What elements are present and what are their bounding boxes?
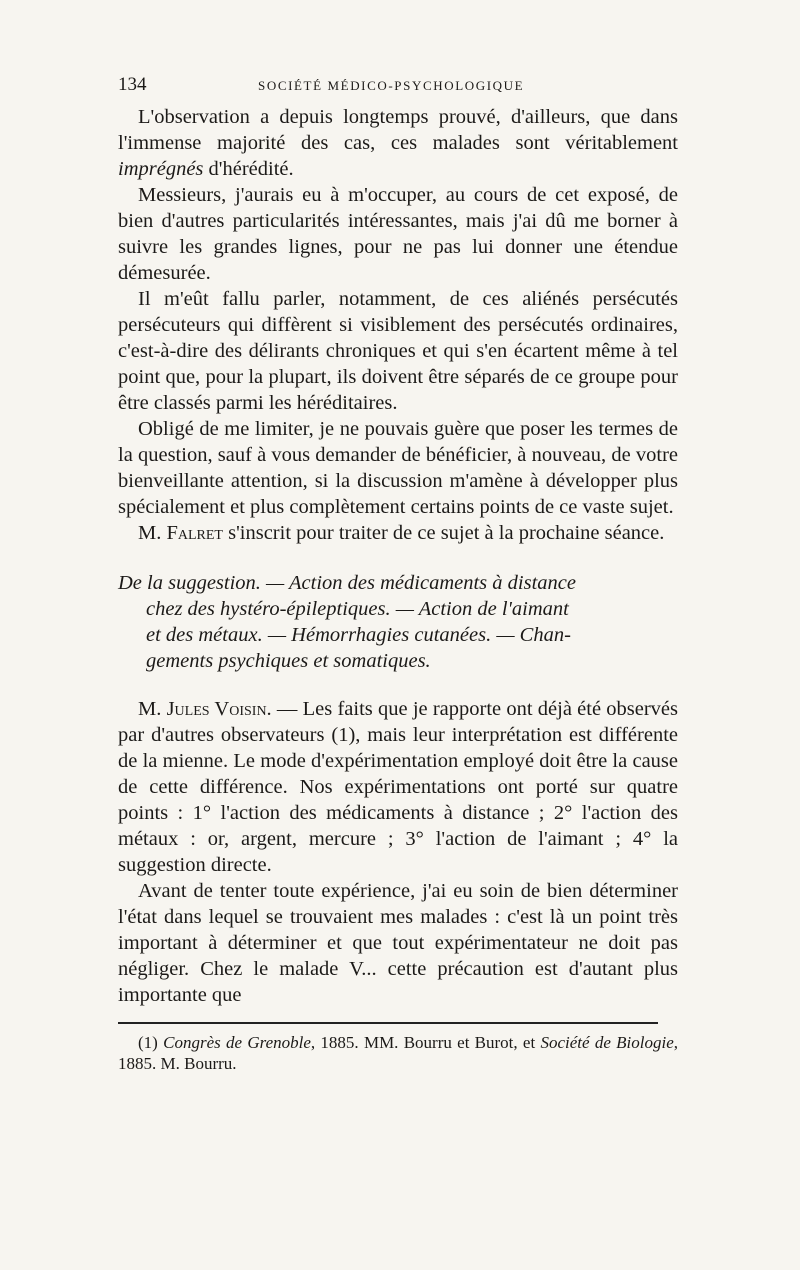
body-text bbox=[118, 104, 678, 546]
paragraph-7: Avant de tenter toute expérience, j'ai eu soin de bien déterminer l'état dans lequel se trouvaient mes malades : c'est là un point très important à déterminer et que tout expérimentateur ne doit pas négliger. Chez le malade V... cette précaution est d'autant plus importante que bbox=[118, 880, 678, 1006]
paragraph-3: Il m'eût fallu parler, notamment, de ces aliénés persécutés persécuteurs qui diffèrent si visiblement des persécutés ordinaires, c'est-à-dire des délirants chroniques et qui s'en écartent même à tel point que, pour la plupart, ils doivent être séparés de ce groupe pour être classés parmi les héréditaires. bbox=[118, 288, 678, 414]
paragraph-6-text: — Les faits que je rapporte ont déjà été observés par d'autres observateurs (1), mais leur interprétation est différente de la mienne. Le mode d'expérimentation employé doit être la cause de cette différence. Nos expérimentations ont porté sur quatre points : 1° l'action des médicaments à distance ; 2° l'action des métaux : or, argent, mercure ; 3° l'action de l'aimant ; 4° la suggestion directe. bbox=[118, 698, 678, 876]
paragraph-6 bbox=[118, 696, 678, 878]
speaker-falret: M. Falret bbox=[138, 522, 223, 544]
document-page bbox=[118, 70, 678, 1074]
paragraph-4: Obligé de me limiter, je ne pouvais guère que poser les termes de la question, sauf à vous demander de bénéficier, à nouveau, de votre bienveillante attention, si la discussion m'amène à développer plus spécialement et plus complètement certains points de ce vaste sujet. bbox=[118, 418, 678, 518]
paragraph-5 bbox=[118, 520, 678, 546]
footnote-marker: (1) bbox=[138, 1033, 164, 1052]
footnote-text-2: , 1885. M. Bourru. bbox=[118, 1033, 679, 1073]
footnote-ref-biologie: Société de Biologie bbox=[540, 1033, 674, 1052]
page-header bbox=[118, 70, 678, 104]
paragraph-5-text: s'inscrit pour traiter de ce sujet à la prochaine séance. bbox=[222, 522, 665, 544]
paragraph-2: Messieurs, j'aurais eu à m'occuper, au cours de cet exposé, de bien d'autres particularités intéressantes, mais j'ai dû me borner à suivre les grandes lignes, pour ne pas lui donner une étendue démesurée. bbox=[118, 184, 678, 284]
section-title-line-1: De la suggestion. — Action des médicaments à distance bbox=[118, 572, 576, 594]
page-number: 134 bbox=[118, 74, 147, 95]
running-head: SOCIÉTÉ MÉDICO-PSYCHOLOGIQUE bbox=[258, 78, 525, 93]
section-title-line-4: gements psychiques et somatiques. bbox=[146, 650, 431, 672]
section-title-line-3: et des métaux. — Hémorrhagies cutanées. — Chan- bbox=[146, 624, 571, 646]
footnote-divider bbox=[118, 1022, 658, 1024]
section-title-line-2: chez des hystéro-épileptiques. — Action de l'aimant bbox=[146, 598, 569, 620]
speaker-voisin: M. Jules Voisin. bbox=[138, 698, 272, 720]
body-text-2 bbox=[118, 696, 678, 1008]
footnote bbox=[118, 1032, 678, 1074]
paragraph-1-text: L'observation a depuis longtemps prouvé, d'ailleurs, que dans l'immense majorité des cas, ces malades sont véritablement bbox=[118, 106, 678, 154]
paragraph-1-end: d'hérédité. bbox=[203, 158, 294, 180]
footnote-text-1: , 1885. MM. Bourru et Burot, et bbox=[310, 1033, 541, 1052]
emphasis-impregnes: imprégnés bbox=[118, 158, 204, 180]
paragraph-1 bbox=[118, 104, 678, 182]
section-title bbox=[118, 570, 678, 674]
footnote-ref-grenoble: Congrès de Grenoble bbox=[163, 1033, 311, 1052]
